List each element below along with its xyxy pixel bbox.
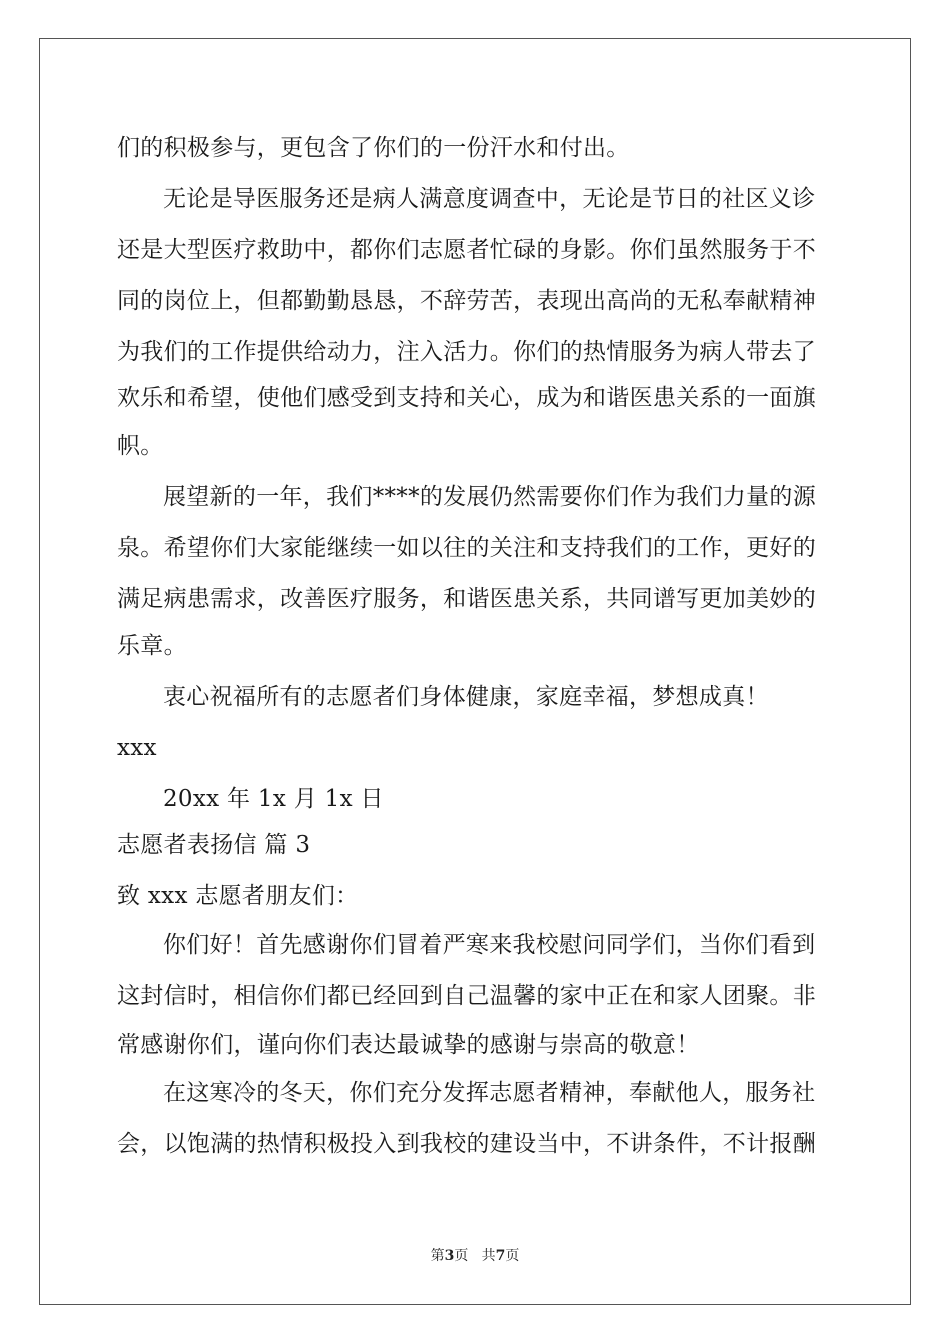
page-border	[39, 38, 911, 1305]
closing-wish-line: 衷心祝福所有的志愿者们身体健康，家庭幸福，梦想成真！	[163, 684, 769, 710]
text-line: 满足病患需求，改善医疗服务，和谐医患关系，共同谱写更加美妙的	[117, 586, 816, 612]
text-line: 欢乐和希望，使他们感受到支持和关心，成为和谐医患关系的一面旗	[117, 385, 816, 411]
text-line: 会，以饱满的热情积极投入到我校的建设当中，不讲条件，不计报酬	[117, 1131, 816, 1157]
current-page-number: 3	[444, 1248, 455, 1264]
paragraph-start-line: 你们好！首先感谢你们冒着严寒来我校慰问同学们，当你们看到	[163, 932, 816, 958]
text-line: 帜。	[117, 433, 164, 459]
paragraph-start-line: 在这寒冷的冬天，你们充分发挥志愿者精神，奉献他人，服务社	[163, 1080, 816, 1106]
text-line: 这封信时，相信你们都已经回到自己温馨的家中正在和家人团聚。非	[117, 983, 816, 1009]
text-line: 们的积极参与，更包含了你们的一份汗水和付出。	[117, 135, 630, 161]
text-line: 为我们的工作提供给动力，注入活力。你们的热情服务为病人带去了	[117, 339, 816, 365]
signature-line: xxx	[117, 735, 157, 761]
page-footer	[0, 1247, 950, 1265]
total-pages-number: 7	[495, 1248, 506, 1264]
footer-prefix: 第	[430, 1248, 445, 1264]
footer-suffix: 页	[505, 1248, 520, 1264]
paragraph-start-line: 无论是导医服务还是病人满意度调查中，无论是节日的社区义诊	[163, 186, 816, 212]
date-line: 20xx 年 1x 月 1x 日	[163, 786, 384, 812]
text-line: 常感谢你们，谨向你们表达最诚挚的感谢与崇高的敬意！	[117, 1032, 700, 1058]
section-heading: 志愿者表扬信 篇 3	[117, 832, 311, 858]
text-line: 乐章。	[117, 633, 187, 659]
paragraph-start-line: 展望新的一年，我们****的发展仍然需要你们作为我们力量的源	[163, 484, 816, 510]
text-line: 同的岗位上，但都勤勤恳恳，不辞劳苦，表现出高尚的无私奉献精神	[117, 288, 816, 314]
text-line: 还是大型医疗救助中，都你们志愿者忙碌的身影。你们虽然服务于不	[117, 237, 816, 263]
text-line: 泉。希望你们大家能继续一如以往的关注和支持我们的工作，更好的	[117, 535, 816, 561]
salutation-line: 致 xxx 志愿者朋友们：	[117, 883, 359, 909]
footer-middle: 页 共	[454, 1248, 496, 1264]
